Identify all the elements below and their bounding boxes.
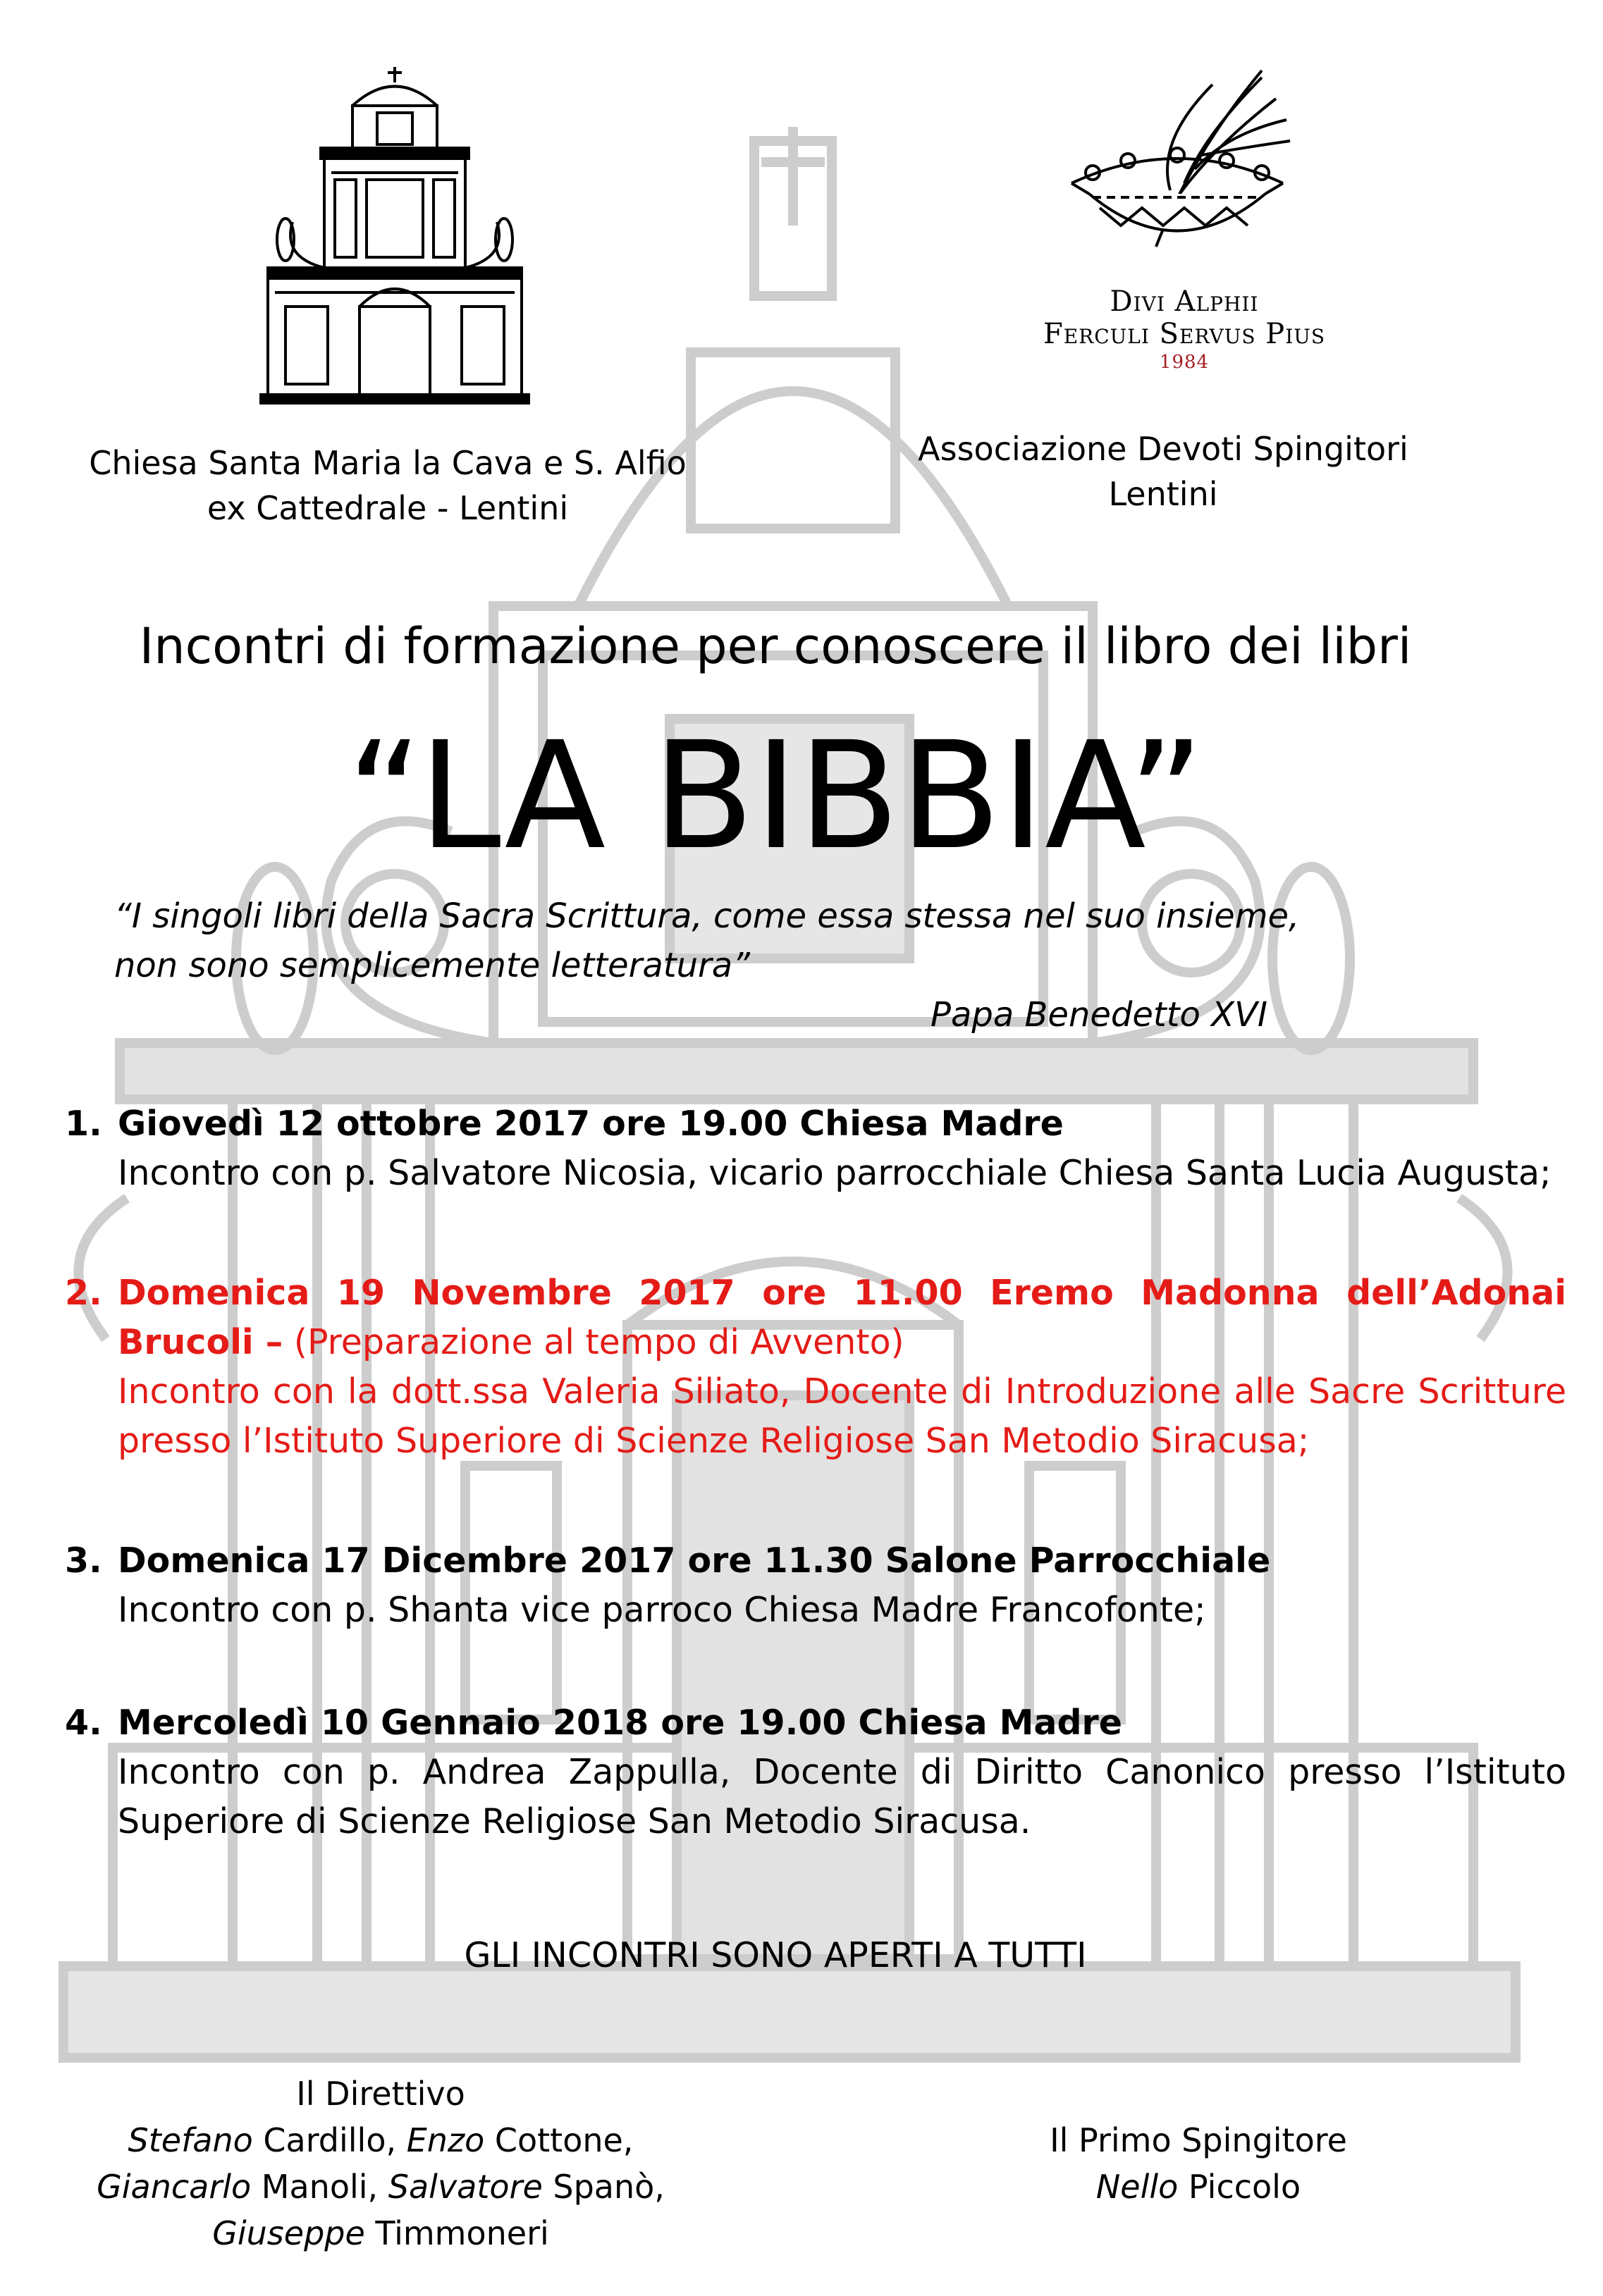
event-item — [65, 1536, 1566, 1635]
church-name-line-2: ex Cattedrale - Lentini — [207, 489, 569, 527]
event-number: 4. — [65, 1703, 102, 1743]
event-description: Incontro con p. Shanta vice parroco Chiesa Madre Francofonte; — [118, 1590, 1206, 1630]
event-item — [65, 1099, 1566, 1198]
association-name-line-2: Lentini — [1108, 475, 1218, 513]
church-logo — [254, 67, 536, 405]
event-number: 1. — [65, 1104, 102, 1144]
member-last-name: Spanò, — [542, 2168, 665, 2206]
event-heading: Domenica 17 Dicembre 2017 ore 11.30 Salone Parrocchiale — [118, 1541, 1271, 1581]
motto-line-1: Divi Alphii — [1110, 285, 1259, 318]
church-name — [21, 440, 754, 531]
event-description: Incontro con p. Andrea Zappulla, Docente di Diritto Canonico presso l’Istituto Superiore di Scienze Religiose San Metodio Siracusa. — [118, 1752, 1566, 1841]
motto-year: 1984 — [1159, 352, 1210, 373]
member-first-name: Enzo — [406, 2121, 485, 2159]
member-last-name: Timmoneri — [364, 2214, 549, 2252]
logo-motto — [980, 285, 1389, 374]
direttivo-title: Il Direttivo — [296, 2075, 465, 2113]
member-first-name: Salvatore — [388, 2168, 543, 2206]
member-first-name: Giancarlo — [97, 2168, 252, 2206]
members-line-2 — [56, 2164, 705, 2210]
member-first-name: Stefano — [128, 2121, 253, 2159]
events-list — [65, 1099, 1566, 1846]
members-line-3 — [56, 2210, 705, 2257]
signature-direttivo — [56, 2070, 705, 2257]
event-description: Incontro con la dott.ssa Valeria Siliato, Docente di Introduzione alle Sacre Scritture presso l’Istituto Superiore di Scienze Religiose San Metodio Siracusa; — [118, 1371, 1566, 1461]
event-number: 2. — [65, 1273, 102, 1313]
signer-last-name: Piccolo — [1178, 2168, 1301, 2206]
open-notice: GLI INCONTRI SONO APERTI A TUTTI — [464, 1935, 1087, 1975]
event-item — [65, 1698, 1566, 1846]
event-description: Incontro con p. Salvatore Nicosia, vicario parrocchiale Chiesa Santa Lucia Augusta; — [118, 1153, 1552, 1193]
event-heading: Giovedì 12 ottobre 2017 ore 19.00 Chiesa Madre — [118, 1104, 1064, 1144]
motto-line-2: Ferculi Servus Pius — [1043, 318, 1326, 350]
church-name-line-1: Chiesa Santa Maria la Cava e S. Alfio — [89, 444, 687, 482]
primo-spingitore-title: Il Primo Spingitore — [1050, 2121, 1347, 2159]
event-item-highlighted — [65, 1269, 1566, 1466]
page-subtitle: Incontri di formazione per conoscere il libro dei libri — [139, 617, 1412, 675]
primo-spingitore-name — [916, 2164, 1480, 2210]
page-title: “LA BIBBIA” — [346, 710, 1205, 882]
event-number: 3. — [65, 1541, 102, 1581]
signature-primo-spingitore — [916, 2117, 1480, 2210]
event-heading: Domenica 19 Novembre 2017 ore 11.00 Eremo Madonna dell’Adonai Brucoli – — [118, 1273, 1566, 1362]
member-last-name: Manoli, — [251, 2168, 388, 2206]
quote-line-2: non sono semplicemente letteratura” — [114, 946, 751, 985]
crown-palm-logo — [1050, 56, 1304, 261]
quote — [114, 891, 1559, 990]
association-name-line-1: Associazione Devoti Spingitori — [918, 430, 1408, 468]
quote-author: Papa Benedetto XVI — [931, 995, 1268, 1035]
signer-first-name: Nello — [1095, 2168, 1179, 2206]
association-name — [811, 426, 1516, 517]
member-last-name: Cardillo, — [252, 2121, 407, 2159]
quote-line-1: “I singoli libri della Sacra Scrittura, come essa stessa nel suo insieme, — [114, 896, 1300, 936]
event-heading: Mercoledì 10 Gennaio 2018 ore 19.00 Chiesa Madre — [118, 1703, 1122, 1743]
member-last-name: Cottone, — [484, 2121, 634, 2159]
event-note: (Preparazione al tempo di Avvento) — [293, 1322, 904, 1362]
member-first-name: Giuseppe — [212, 2214, 365, 2252]
members-line-1 — [56, 2117, 705, 2164]
